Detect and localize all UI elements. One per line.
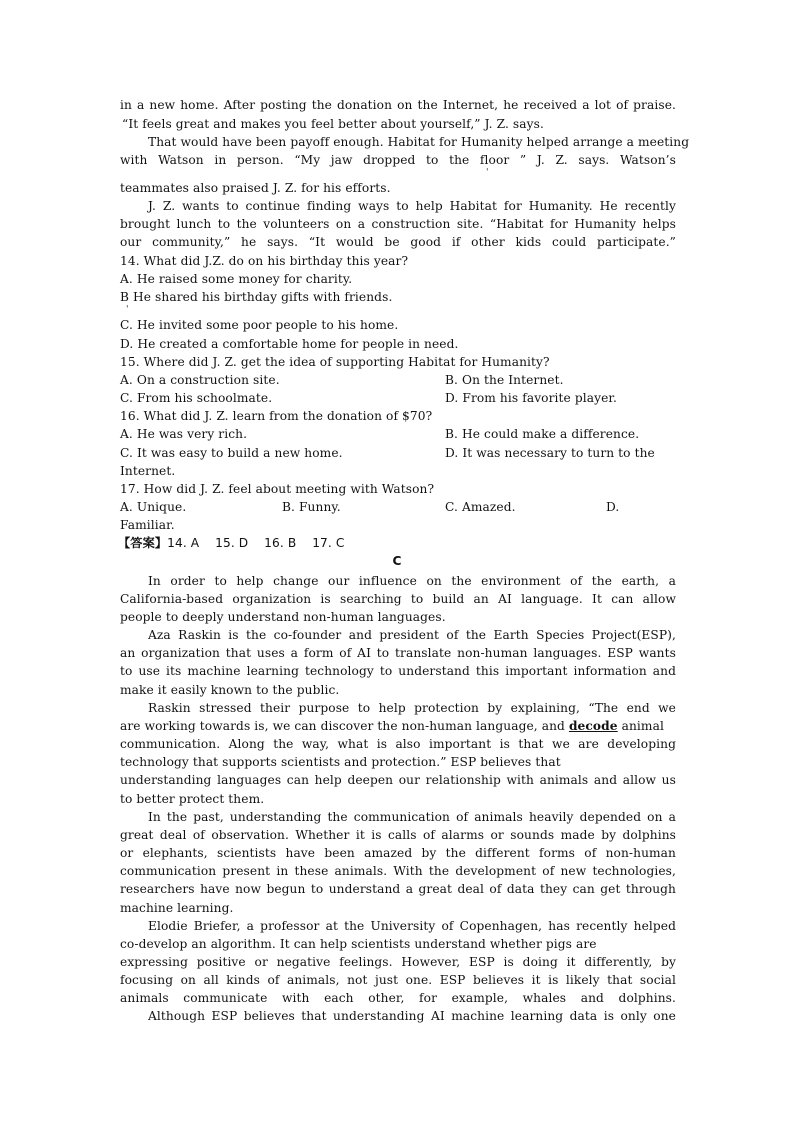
option-d: D. He created a comfortable home for people in need. <box>120 337 459 351</box>
passage-line: brought lunch to the volunteers on a construction site. “Habitat for Humanity helps <box>120 217 676 231</box>
stray-mark: ' <box>126 305 129 315</box>
option-d: D. <box>606 500 620 514</box>
passage-line: “It feels great and makes you feel better about yourself,” J. Z. says. <box>122 117 544 131</box>
paragraph-line: co-develop an algorithm. It can help scientists understand whether pigs are <box>120 937 597 951</box>
paragraph-line: an organization that uses a form of AI to translate non-human languages. ESP wants <box>120 646 676 660</box>
paragraph-line: In the past, understanding the communication of animals heavily depended on a <box>148 810 676 824</box>
option-row <box>120 499 676 515</box>
question-stem: 14. What did J.Z. do on his birthday this year? <box>120 254 409 268</box>
paragraph-line: In order to help change our influence on the environment of the earth, a <box>148 574 676 588</box>
passage-line: That would have been payoff enough. Habitat for Humanity helped arrange a meeting <box>148 135 690 149</box>
option-row <box>120 390 676 406</box>
option-a: A. Unique. <box>120 500 187 514</box>
question-stem: 15. Where did J. Z. get the idea of supporting Habitat for Humanity? <box>120 355 550 369</box>
underlined-word-decode: decode <box>568 719 618 733</box>
paragraph-line: Elodie Briefer, a professor at the University of Copenhagen, has recently helped <box>148 919 676 933</box>
paragraph-line: are working towards is, we can discover the non-human language, and decode animal <box>120 719 664 733</box>
passage-line: in a new home. After posting the donation on the Internet, he received a lot of praise. <box>120 98 676 112</box>
option-b: B He shared his birthday gifts with friends. <box>120 290 393 304</box>
paragraph-line: to use its machine learning technology to understand this important information and <box>120 664 676 678</box>
passage-line: our community,” he says. “It would be good if other kids could participate.” <box>120 235 676 249</box>
paragraph-line: or elephants, scientists have been amazed by the different forms of non-human <box>120 846 676 860</box>
paragraph-line: make it easily known to the public. <box>120 683 340 697</box>
paragraph-line: technology that supports scientists and protection.” ESP believes that <box>120 755 561 769</box>
paragraph-line: Although ESP believes that understanding AI machine learning data is only one <box>148 1009 676 1023</box>
paragraph-line: people to deeply understand non-human languages. <box>120 610 446 624</box>
option-c: C. It was easy to build a new home. <box>120 446 343 460</box>
option-row <box>120 426 676 442</box>
option-c: C. Amazed. <box>445 500 516 514</box>
paragraph-line: communication present in these animals. With the development of new technologies, <box>120 864 676 878</box>
paragraph-line: Aza Raskin is the co-founder and president of the Earth Species Project(ESP), <box>148 628 676 642</box>
paragraph-line: communication. Along the way, what is also important is that we are developing <box>120 737 676 751</box>
stray-mark: ' <box>486 168 489 178</box>
option-c: C. He invited some poor people to his home. <box>120 318 399 332</box>
answer-key <box>118 535 674 551</box>
paragraph-line: focusing on all kinds of animals, not just one. ESP believes it is likely that social <box>120 973 676 987</box>
answer-text: 14. A 15. D 16. B 17. C <box>167 536 345 550</box>
paragraph-line: understanding languages can help deepen our relationship with animals and allow us <box>120 773 676 787</box>
paragraph-line: researchers have now begun to understand a great deal of data they can get through <box>120 882 676 896</box>
passage-line: J. Z. wants to continue finding ways to help Habitat for Humanity. He recently <box>148 199 676 213</box>
paragraph-line: Raskin stressed their purpose to help protection by explaining, “The end we <box>148 701 676 715</box>
option-c: C. From his schoolmate. <box>120 391 273 405</box>
section-heading: C <box>392 554 402 568</box>
paragraph-line: to better protect them. <box>120 792 265 806</box>
paragraph-line: great deal of observation. Whether it is calls of alarms or sounds made by dolphins <box>120 828 676 842</box>
answer-label: 【答案】 <box>118 536 168 550</box>
option-d: D. It was necessary to turn to the <box>445 446 655 460</box>
option-d-continued: Familiar. <box>120 518 175 532</box>
passage-line: with Watson in person. “My jaw dropped to the floor ” J. Z. says. Watson’s <box>120 153 676 167</box>
option-a: A. He was very rich. <box>120 427 248 441</box>
paragraph-line: expressing positive or negative feelings. However, ESP is doing it differently, by <box>120 955 676 969</box>
question-stem: 17. How did J. Z. feel about meeting with Watson? <box>120 482 435 496</box>
passage-line: teammates also praised J. Z. for his efforts. <box>120 181 391 195</box>
paragraph-line: machine learning. <box>120 901 234 915</box>
option-a: A. He raised some money for charity. <box>120 272 353 286</box>
option-b: B. He could make a difference. <box>445 427 640 441</box>
option-row <box>120 372 676 388</box>
option-a: A. On a construction site. <box>120 373 280 387</box>
paragraph-line: California-based organization is searching to build an AI language. It can allow <box>120 592 676 606</box>
option-b: B. Funny. <box>282 500 341 514</box>
option-d: D. From his favorite player. <box>445 391 617 405</box>
paragraph-line: animals communicate with each other, for example, whales and dolphins. <box>120 991 676 1005</box>
option-b: B. On the Internet. <box>445 373 564 387</box>
question-stem: 16. What did J. Z. learn from the donation of $70? <box>120 409 433 423</box>
option-d-continued: Internet. <box>120 464 176 478</box>
option-row <box>120 445 676 461</box>
